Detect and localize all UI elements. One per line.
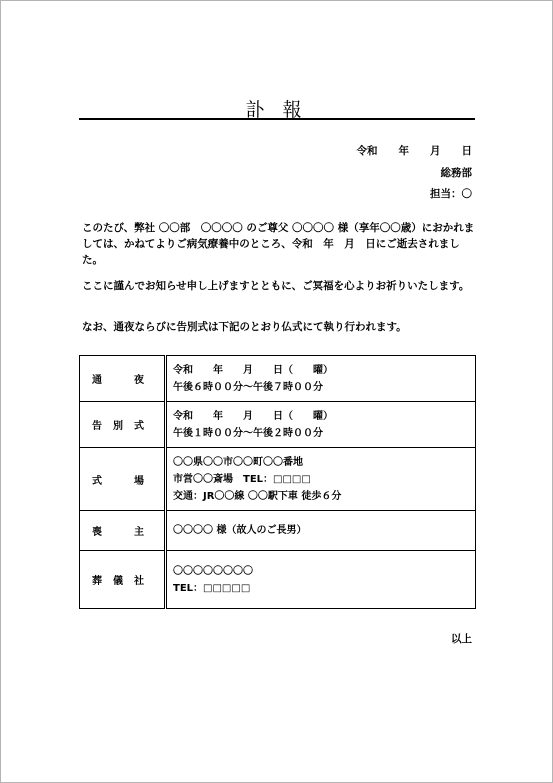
department-line: 総務部: [440, 167, 472, 179]
row-label: [80, 448, 166, 511]
announcement-paragraph: このたび、弊社 〇〇部 〇〇〇〇 のご尊父 〇〇〇〇 様（享年〇〇歳）におかれましては、かねてよりご病気療養中のところ、令和 年 月 日にご逝去されました。: [82, 222, 475, 266]
document-title: 訃 報: [245, 99, 308, 121]
condolence-paragraph: ここに謹んでお知らせ申し上げますとともに、ご冥福を心よりお祈りいたします。: [82, 280, 470, 292]
label-chars: 喪 主: [92, 527, 144, 538]
row-value: 令和 年 月 日（ 曜） 午後６時００分～午後７時００分: [166, 356, 476, 402]
label-chars: 葬 儀 社: [92, 576, 144, 587]
ceremony-paragraph: なお、通夜ならびに告別式は下記のとおり仏式にて執り行われます。: [82, 321, 407, 333]
label-chars: 式 場: [92, 475, 144, 487]
table-row-chief-mourner: [80, 511, 476, 551]
row-label: [80, 356, 166, 402]
closing-mark: 以上: [451, 633, 472, 645]
label-chars: 通 夜: [92, 375, 144, 386]
row-label: [80, 511, 166, 551]
row-value: 〇〇〇〇 様（故人のご長男）: [166, 511, 476, 551]
row-value: 〇〇〇〇〇〇〇〇 TEL：□□□□□: [166, 551, 476, 609]
row-value: 〇〇県〇〇市〇〇町〇〇番地 市営〇〇斎場 TEL：□□□□ 交通：JR〇〇線 〇〇駅下車 徒歩６分: [166, 448, 476, 511]
table-row-funeral-home: [80, 551, 476, 609]
table-row-funeral: [80, 402, 476, 448]
row-value: 令和 年 月 日（ 曜） 午後１時００分～午後２時００分: [166, 402, 476, 448]
title-underline: [79, 118, 475, 120]
table-row-venue: [80, 448, 476, 511]
date-line: 令和 年 月 日: [356, 145, 472, 157]
contact-line: 担当：〇: [430, 188, 472, 200]
label-chars: 告 別 式: [92, 421, 144, 432]
table-row-wake: [80, 356, 476, 402]
row-label: [80, 551, 166, 609]
row-label: [80, 402, 166, 448]
ceremony-details-table: [79, 355, 476, 609]
